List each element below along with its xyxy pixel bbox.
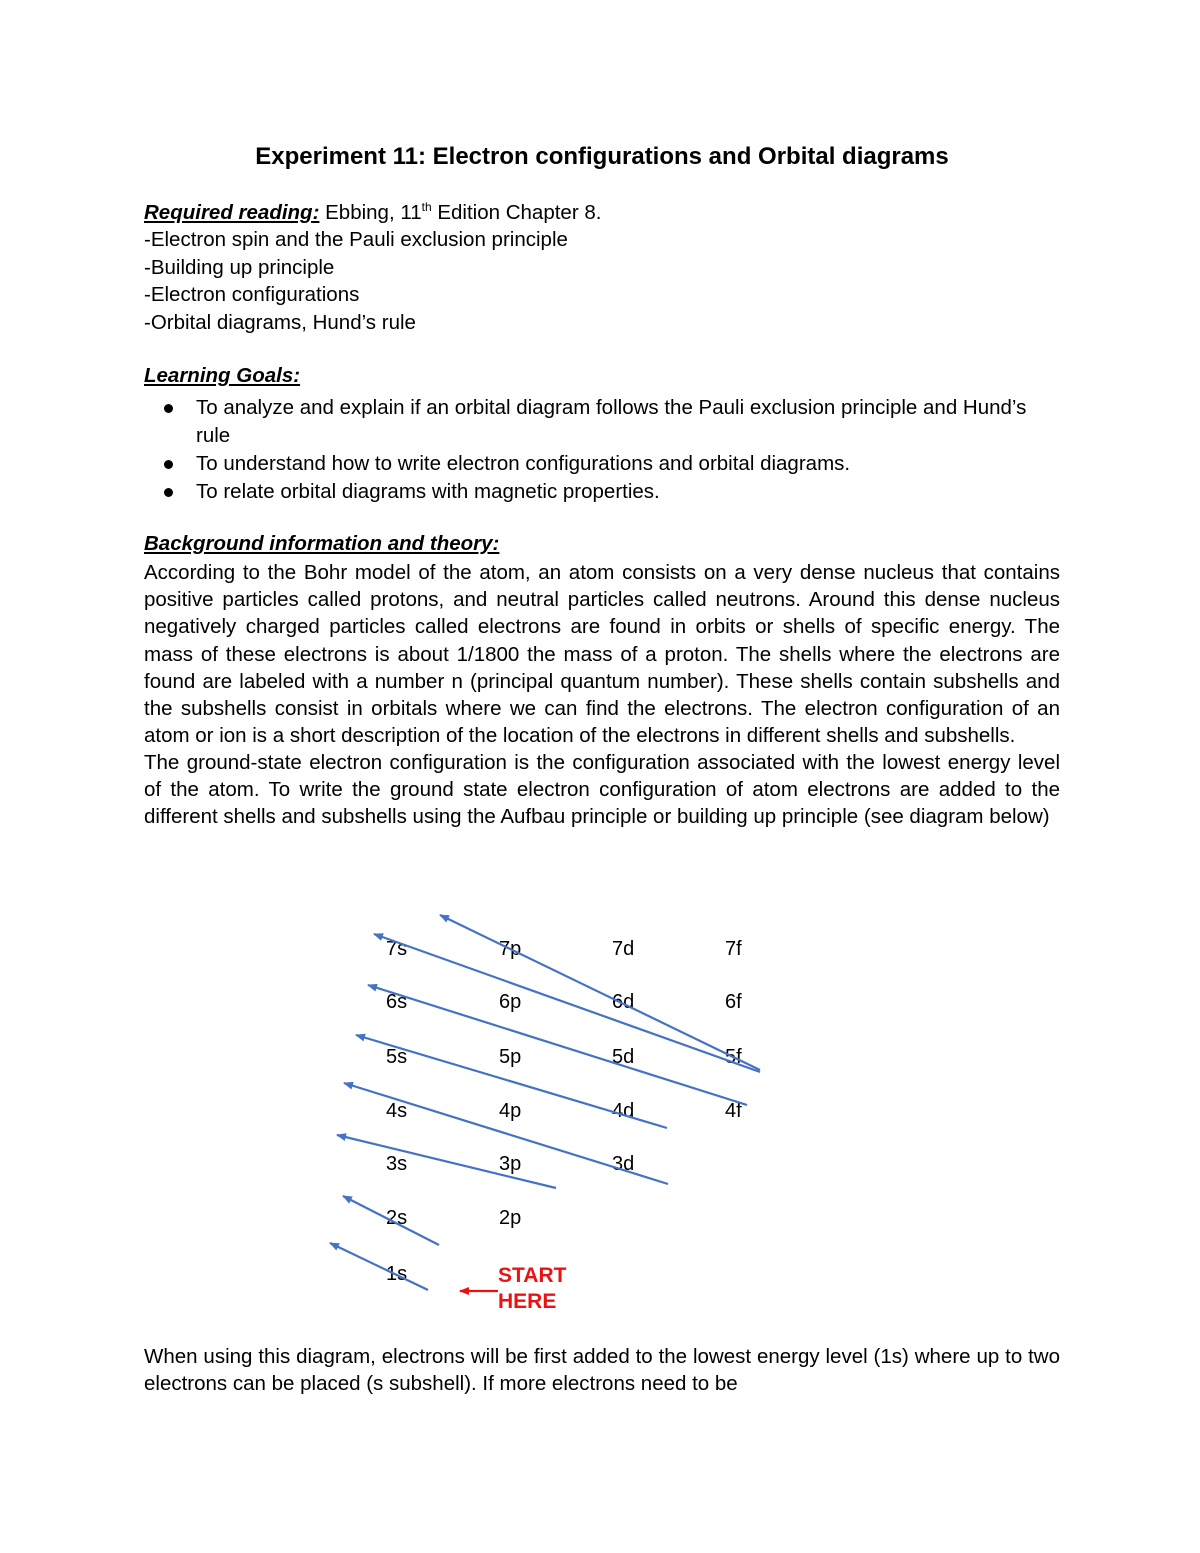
list-item — [144, 394, 1060, 450]
background-paragraph-1: According to the Bohr model of the atom, an atom consists on a very dense nucleus that contains positive particles called protons, and neutral particles called neutrons. Around this dense nucleus negatively charged particles called electrons are found in orbits or shells of specific energy. The mass of these electrons is about 1/1800 the mass of a proton. The shells where the electrons are found are labeled with a number n (principal quantum number). These shells contain subshells and the subshells consist in orbitals where we can find the electrons. The electron configuration of an atom or ion is a short description of the location of the electrons in different shells and subshells. — [144, 561, 1060, 748]
orbital-label-4d: 4d — [612, 1100, 635, 1122]
bullet-icon — [164, 460, 173, 469]
orbital-label-2p: 2p — [499, 1207, 522, 1229]
diagonal-arrow — [440, 915, 760, 1070]
goal-text: To understand how to write electron configurations and orbital diagrams. — [196, 452, 851, 475]
orbital-label-7s: 7s — [386, 938, 408, 960]
orbital-label-5p: 5p — [499, 1046, 522, 1068]
orbital-label-5s: 5s — [386, 1046, 408, 1068]
orbital-label-7p: 7p — [499, 938, 522, 960]
bullet-icon — [164, 488, 173, 497]
goal-text: To analyze and explain if an orbital diagram follows the Pauli exclusion principle and Hund’s rule — [196, 396, 1027, 447]
diagonal-arrow — [368, 985, 747, 1105]
orbital-label-3s: 3s — [386, 1153, 408, 1175]
orbital-label-6p: 6p — [499, 991, 522, 1013]
orbital-label-6f: 6f — [725, 991, 742, 1013]
goal-text: To relate orbital diagrams with magnetic properties. — [196, 480, 660, 503]
orbital-label-7f: 7f — [725, 938, 742, 960]
reading-text-before: Ebbing, 11 — [319, 200, 422, 224]
start-label-line2: HERE — [498, 1290, 557, 1313]
list-item — [144, 478, 1060, 506]
orbital-label-3d: 3d — [612, 1153, 635, 1175]
required-reading-label: Required reading: — [144, 200, 320, 224]
reading-superscript: th — [421, 200, 432, 214]
orbital-label-4p: 4p — [499, 1100, 522, 1122]
orbital-label-4f: 4f — [725, 1100, 742, 1122]
learning-goals-heading: Learning Goals: — [144, 364, 301, 387]
reading-text-after: Edition Chapter 8. — [431, 200, 602, 224]
orbital-label-1s: 1s — [386, 1263, 408, 1285]
learning-goals-list — [144, 394, 1060, 506]
orbital-label-7d: 7d — [612, 938, 635, 960]
orbital-label-6s: 6s — [386, 991, 408, 1013]
reading-topic: -Building up principle — [144, 256, 335, 279]
orbital-label-5d: 5d — [612, 1046, 635, 1068]
reading-topic: -Electron configurations — [144, 283, 360, 306]
orbital-label-3p: 3p — [499, 1153, 522, 1175]
background-heading: Background information and theory: — [144, 532, 500, 555]
diagonal-arrow — [337, 1135, 556, 1188]
orbital-label-5f: 5f — [725, 1046, 742, 1068]
orbital-label-6d: 6d — [612, 991, 635, 1013]
reading-topic: -Electron spin and the Pauli exclusion principle — [144, 228, 568, 251]
orbital-label-4s: 4s — [386, 1100, 408, 1122]
diagonal-arrow — [374, 934, 760, 1072]
start-label-line1: START — [498, 1264, 567, 1287]
list-item — [144, 450, 1060, 478]
reading-topic: -Orbital diagrams, Hund’s rule — [144, 311, 416, 334]
background-paragraph-2: The ground-state electron configuration is the configuration associated with the lowest energy level of the atom. To write the ground state electron configuration of atom electrons are added to the different shells and subshells using the Aufbau principle or building up principle (see diagram below) — [144, 751, 1060, 829]
orbital-label-2s: 2s — [386, 1207, 408, 1229]
after-diagram-paragraph: When using this diagram, electrons will be first added to the lowest energy level (1s) where up to two electrons can be placed (s subshell). If more electrons need to be — [144, 1345, 1060, 1396]
page-title: Experiment 11: Electron configurations and Orbital diagrams — [255, 143, 949, 170]
bullet-icon — [164, 404, 173, 413]
start-here-label — [498, 1263, 566, 1315]
required-reading-line — [144, 200, 601, 225]
diagonal-arrow — [330, 1243, 428, 1290]
